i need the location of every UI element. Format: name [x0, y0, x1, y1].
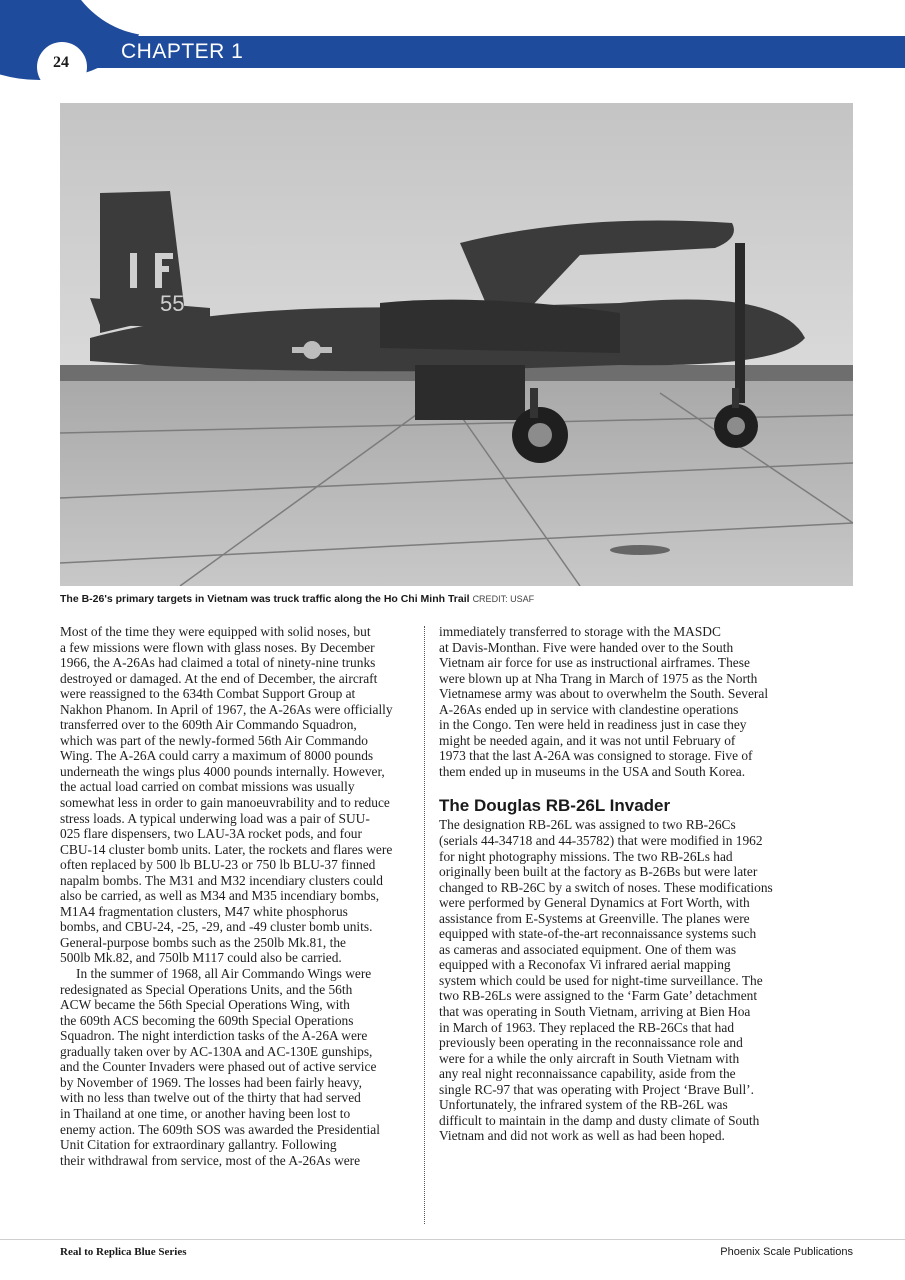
text-line: stress loads. A typical underwing load was a pair of SUU- [60, 810, 370, 826]
photo-caption [60, 593, 853, 605]
text-line: napalm bombs. The M31 and M32 incendiary clusters could [60, 872, 383, 888]
text-line: also be carried, as well as M34 and M35 incendiary bombs, [60, 888, 380, 904]
text-line: for night photography missions. The two RB-26Ls had [439, 848, 733, 864]
text-line: a few missions were flown with glass noses. By December [60, 639, 375, 655]
text-line: enemy action. The 609th SOS was awarded the Presidential [60, 1121, 380, 1137]
text-line: Vietnam and did not work as well as had been hoped. [439, 1128, 725, 1144]
right-column [439, 624, 789, 1144]
photo-tail-number: 55 [160, 291, 185, 316]
text-line: Vietnamese army was about to overwhelm the South. Several [439, 686, 769, 702]
text-line: in the Congo. Ten were held in readiness just in case they [439, 717, 747, 733]
text-line: originally been built at the factory as B-26Bs but were later [439, 864, 758, 880]
text-line: CBU-14 cluster bomb units. Later, the rockets and flares were [60, 841, 393, 857]
text-line: Squadron. The night interdiction tasks of the A-26A were [60, 1028, 368, 1044]
text-line: their withdrawal from service, most of the A-26As were [60, 1152, 361, 1168]
page-number: 24 [53, 54, 69, 71]
footer-publisher: Phoenix Scale Publications [720, 1246, 853, 1258]
text-line: in Thailand at one time, or another having been lost to [60, 1105, 351, 1121]
text-line: transferred over to the 609th Air Commando Squadron, [60, 717, 357, 733]
text-line: redesignated as Special Operations Units, and the 56th [60, 981, 353, 997]
text-line: might be needed again, and it was not until February of [439, 732, 736, 748]
text-line: Unit Citation for extraordinary gallantry. Following [60, 1137, 337, 1153]
text-line: M1A4 fragmentation clusters, M47 white phosphorus [60, 903, 348, 919]
text-line: equipped with state-of-the-art reconnaissance systems such [439, 926, 757, 942]
text-line: ACW became the 56th Special Operations Wing, with [60, 997, 350, 1013]
chapter-title: CHAPTER 1 [121, 40, 244, 63]
text-line: the 609th ACS becoming the 609th Special Operations [60, 1012, 354, 1028]
caption-credit: CREDIT: USAF [472, 594, 535, 604]
text-line: Unfortunately, the infrared system of the RB-26L was [439, 1097, 728, 1113]
text-line: often replaced by 500 lb BLU-23 or 750 lb BLU-37 finned [60, 857, 376, 873]
text-line: at Davis-Monthan. Five were handed over to the South [439, 639, 734, 655]
text-line: any real night reconnaissance capability, aside from the [439, 1066, 736, 1082]
text-line: by November of 1969. The losses had been fairly heavy, [60, 1074, 362, 1090]
text-line: them ended up in museums in the USA and South Korea. [439, 763, 746, 779]
text-line: system which could be used for night-time surveillance. The [439, 972, 763, 988]
text-line: A-26As ended up in service with clandestine operations [439, 701, 739, 717]
text-line: Vietnam air force for use as instructional airframes. These [439, 655, 750, 671]
text-line: changed to RB-26C by a switch of noses. These modifications [439, 879, 773, 895]
column-divider [424, 626, 425, 1224]
text-line: 500lb Mk.82, and 750lb M117 could also be carried. [60, 950, 342, 966]
section-heading: The Douglas RB-26L Invader [439, 796, 671, 816]
header-swoosh [60, 0, 905, 36]
aircraft-photo [60, 103, 853, 586]
text-line: The designation RB-26L was assigned to two RB-26Cs [439, 817, 736, 833]
text-line: gradually taken over by AC-130A and AC-130E gunships, [60, 1043, 373, 1059]
text-line: destroyed or damaged. At the end of December, the aircraft [60, 670, 378, 686]
text-line: with no less than twelve out of the thirty that had served [60, 1090, 361, 1106]
text-line: 1973 that the last A-26A was consigned to storage. Five of [439, 748, 753, 764]
text-line: difficult to maintain in the damp and dusty climate of South [439, 1112, 760, 1128]
text-line: (serials 44-34718 and 44-35782) that were modified in 1962 [439, 833, 763, 849]
text-line: that was operating in South Vietnam, arriving at Bien Hoa [439, 1004, 751, 1020]
text-line: assistance from E-Systems at Greenville. The planes were [439, 910, 750, 926]
text-line: single RC-97 that was operating with Project ‘Brave Bull’. [439, 1081, 754, 1097]
text-line: and the Counter Invaders were phased out of active service [60, 1059, 377, 1075]
text-line: were for a while the only aircraft in South Vietnam with [439, 1050, 740, 1066]
text-line: were reassigned to the 634th Combat Support Group at [60, 686, 356, 702]
text-line: were performed by General Dynamics at Fort Worth, with [439, 895, 750, 911]
footer-rule [0, 1239, 905, 1240]
text-line: Most of the time they were equipped with solid noses, but [60, 624, 371, 639]
text-line: were blown up at Nha Trang in March of 1975 as the North [439, 670, 758, 686]
text-line: somewhat less in order to gain manoeuvrability and to reduce [60, 795, 390, 811]
text-line: equipped with a Reconofax Vi infrared aerial mapping [439, 957, 731, 973]
text-line: bombs, and CBU-24, -25, -29, and -49 cluster bomb units. [60, 919, 373, 935]
text-line: In the summer of 1968, all Air Commando Wings were [76, 966, 372, 982]
text-line: 025 flare dispensers, two LAU-3A rocket pods, and four [60, 826, 362, 842]
text-line: immediately transferred to storage with the MASDC [439, 624, 721, 639]
text-line: Nakhon Phanom. In April of 1967, the A-26As were officially [60, 701, 393, 717]
footer-series: Real to Replica Blue Series [60, 1246, 187, 1258]
text-line: which was part of the newly-formed 56th Air Commando [60, 732, 368, 748]
text-line: two RB-26Ls were assigned to the ‘Farm Gate’ detachment [439, 988, 758, 1004]
text-line: in March of 1963. They replaced the RB-26Cs that had [439, 1019, 735, 1035]
text-line: underneath the wings plus 4000 pounds internally. However, [60, 763, 385, 779]
text-line: the actual load carried on combat missions was usually [60, 779, 355, 795]
left-column [60, 624, 410, 1168]
text-line: 1966, the A-26As had claimed a total of ninety-nine trunks [60, 655, 376, 671]
section-gap [439, 779, 789, 796]
text-line: as cameras and associated equipment. One of them was [439, 941, 737, 957]
caption-text: The B-26's primary targets in Vietnam was truck traffic along the Ho Chi Minh Trail [60, 593, 470, 605]
text-line: previously been operating in the reconnaissance role and [439, 1035, 743, 1051]
text-line: Wing. The A-26A could carry a maximum of 8000 pounds [60, 748, 374, 764]
text-line: General-purpose bombs such as the 250lb Mk.81, the [60, 934, 346, 950]
